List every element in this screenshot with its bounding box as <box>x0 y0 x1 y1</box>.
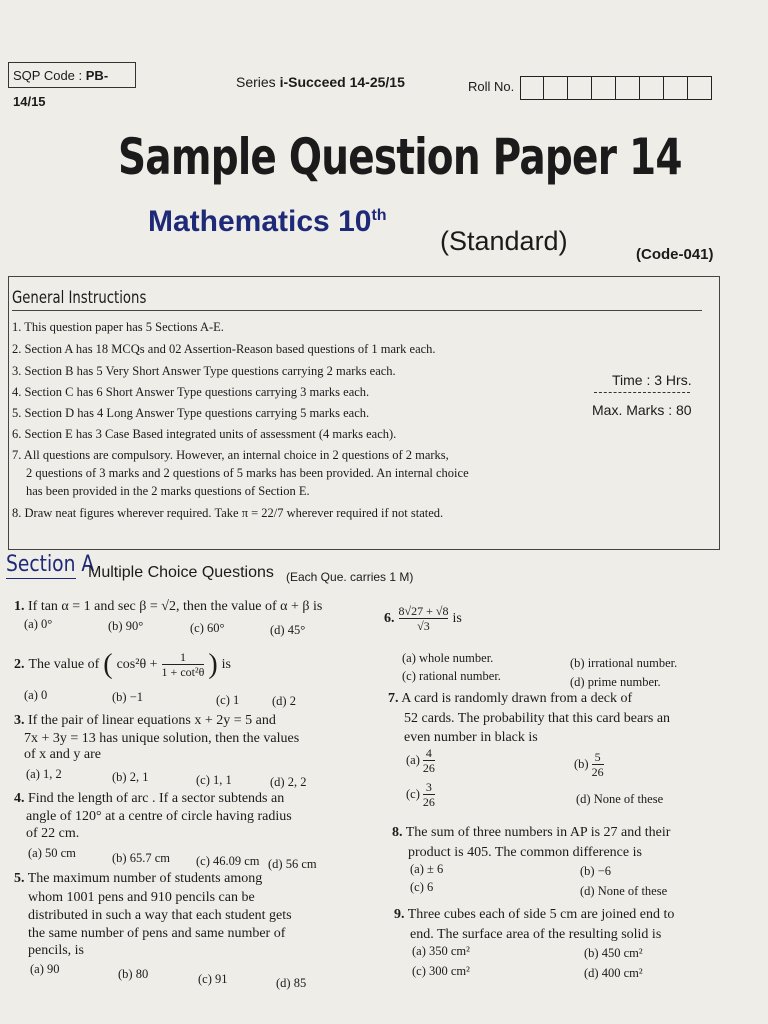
option-label: (c) <box>406 787 420 801</box>
option-d: (d) None of these <box>576 792 664 806</box>
option-c: (c) 46.09 cm <box>196 854 260 868</box>
question-line-2: 7x + 3y = 13 has unique solution, then the values <box>24 731 300 746</box>
max-marks-label: Max. Marks : 80 <box>592 402 692 418</box>
question-number: 5. <box>14 871 25 886</box>
option-a: (a) 350 cm² <box>412 944 470 958</box>
section-title: Multiple Choice Questions <box>88 564 274 581</box>
question-number: 4. <box>14 791 25 806</box>
fraction <box>399 604 449 633</box>
question-expr: cos²θ + <box>116 657 158 672</box>
fraction-numerator: 4 <box>425 746 432 760</box>
fraction-denominator: 26 <box>422 795 435 809</box>
instruction-line: 2 questions of 3 marks and 2 questions of 5 marks has been provided. An internal choice <box>26 466 469 480</box>
question-number: 7. <box>388 691 399 706</box>
option-d: (d) prime number. <box>570 675 661 689</box>
question-line-1: Find the length of arc . If a sector subtends an <box>28 791 285 806</box>
option-b: (b) 90° <box>108 619 144 633</box>
question-line-2: whom 1001 pens and 910 pencils can be <box>28 890 255 905</box>
option-d: (d) 56 cm <box>268 857 317 871</box>
section-underline <box>6 578 76 579</box>
roll-box <box>664 76 688 100</box>
instruction-line: 1. This question paper has 5 Sections A-E. <box>12 320 224 334</box>
roll-box <box>616 76 640 100</box>
option-b: (b) −1 <box>112 690 143 704</box>
question-8 <box>392 824 670 841</box>
question-text: If tan α = 1 and sec β = √2, then the value of α + β is <box>28 599 323 614</box>
option-b: (b) irrational number. <box>570 656 678 670</box>
option-a: (a) 0 <box>24 688 48 702</box>
roll-box <box>592 76 616 100</box>
option-label: (b) <box>574 757 589 771</box>
question-prefix: The value of <box>28 657 100 672</box>
roll-box <box>520 76 544 100</box>
fraction-numerator: 1 <box>179 650 186 664</box>
option-b: (b) 65.7 cm <box>112 851 170 865</box>
question-1 <box>14 598 322 615</box>
question-line-5: pencils, is <box>28 943 84 958</box>
time-marks-divider <box>594 392 690 393</box>
question-5 <box>14 870 262 887</box>
question-line-4: the same number of pens and same number of <box>28 926 286 941</box>
subject-title <box>148 205 387 239</box>
question-line-3: even number in black is <box>404 730 538 745</box>
option-d: (d) 2 <box>272 694 296 708</box>
section-name: Section A <box>6 552 95 577</box>
instruction-line: has been provided in the 2 marks questions of Section E. <box>26 484 310 498</box>
option-c: (c) rational number. <box>402 669 501 683</box>
option-a: (a) 0° <box>24 617 53 631</box>
fraction-numerator: 3 <box>425 780 432 794</box>
fraction <box>592 750 604 779</box>
option-c: (c) 1, 1 <box>196 773 232 787</box>
question-number: 6. <box>384 611 395 626</box>
question-number: 2. <box>14 657 25 672</box>
question-line-1: The sum of three numbers in AP is 27 and their <box>405 825 671 840</box>
instruction-line: 4. Section C has 6 Short Answer Type questions carrying 3 marks each. <box>12 385 370 399</box>
roll-box <box>640 76 664 100</box>
option-b: (b) 80 <box>118 967 149 981</box>
fraction-denominator: √3 <box>417 619 430 633</box>
option-c: (c) 60° <box>190 621 225 635</box>
roll-box <box>544 76 568 100</box>
roll-box <box>688 76 712 100</box>
option-a <box>406 746 435 775</box>
time-label: Time : 3 Hrs. <box>612 372 692 388</box>
option-c <box>406 780 435 809</box>
question-line-3: of 22 cm. <box>26 826 80 841</box>
question-number: 1. <box>14 599 25 614</box>
series-line <box>236 74 405 90</box>
fraction <box>162 650 205 679</box>
question-line-2: product is 405. The common difference is <box>408 845 642 860</box>
option-d: (d) 400 cm² <box>584 966 643 980</box>
subject-code: (Code-041) <box>636 246 714 263</box>
section-note: (Each Que. carries 1 M) <box>286 570 414 584</box>
question-line-1: The maximum number of students among <box>27 871 263 886</box>
option-a: (a) 50 cm <box>28 846 76 860</box>
option-b: (b) 450 cm² <box>584 946 643 960</box>
question-line-2: end. The surface area of the resulting solid is <box>410 927 662 942</box>
instruction-line: 5. Section D has 4 Long Answer Type questions carrying 5 marks each. <box>12 406 370 420</box>
standard-label: (Standard) <box>440 226 568 256</box>
fraction-denominator: 26 <box>591 765 604 779</box>
option-label: (a) <box>406 753 420 767</box>
fraction-denominator: 1 + cot²θ <box>161 665 205 679</box>
question-suffix: is <box>221 657 231 672</box>
option-c: (c) 300 cm² <box>412 964 470 978</box>
option-c: (c) 6 <box>410 880 434 894</box>
question-line-2: 52 cards. The probability that this card bears an <box>404 711 671 726</box>
instruction-line: 2. Section A has 18 MCQs and 02 Assertion-Reason based questions of 1 mark each. <box>12 342 436 356</box>
paren-open: ( <box>103 649 113 680</box>
series-value: i-Succeed 14-25/15 <box>279 74 405 90</box>
option-a: (a) whole number. <box>402 651 494 665</box>
question-line-1: A card is randomly drawn from a deck of <box>401 691 633 706</box>
question-4 <box>14 790 284 807</box>
subject-sup: th <box>371 207 387 224</box>
paren-close: ) <box>208 649 218 680</box>
instructions-divider <box>12 310 702 311</box>
option-b: (b) 2, 1 <box>112 770 149 784</box>
question-line-1: Three cubes each of side 5 cm are joined end to <box>407 907 675 922</box>
roll-number-boxes <box>520 76 712 100</box>
option-d: (d) 45° <box>270 623 306 637</box>
roll-box <box>568 76 592 100</box>
question-number: 9. <box>394 907 405 922</box>
instruction-line: 3. Section B has 5 Very Short Answer Type questions carrying 2 marks each. <box>12 364 396 378</box>
sqp-code-label: SQP Code : <box>13 68 83 83</box>
roll-label: Roll No. <box>468 79 515 94</box>
question-number: 3. <box>14 713 25 728</box>
option-d: (d) 85 <box>276 976 307 990</box>
option-c: (c) 1 <box>216 693 240 707</box>
option-a: (a) 1, 2 <box>26 767 62 781</box>
option-b: (b) −6 <box>580 864 611 878</box>
fraction-denominator: 26 <box>422 761 435 775</box>
instruction-line: 7. All questions are compulsory. However, an internal choice in 2 questions of 2 marks, <box>12 448 449 462</box>
question-7 <box>388 690 632 707</box>
question-2 <box>14 650 231 679</box>
option-b <box>574 750 604 779</box>
option-d: (d) None of these <box>580 884 668 898</box>
option-c: (c) 91 <box>198 972 228 986</box>
fraction <box>423 746 435 775</box>
question-line-3: of x and y are <box>24 747 101 762</box>
fraction <box>423 780 435 809</box>
sqp-code-value: PB-14/15 <box>13 68 109 109</box>
page-title: Sample Question Paper 14 <box>118 128 682 186</box>
question-suffix: is <box>452 611 462 626</box>
question-line-2: angle of 120° at a centre of circle having radius <box>26 809 292 824</box>
question-number: 8. <box>392 825 403 840</box>
option-d: (d) 2, 2 <box>270 775 307 789</box>
sqp-code-box <box>8 62 136 109</box>
fraction-numerator: 8√27 + √8 <box>398 604 449 618</box>
fraction-numerator: 5 <box>594 750 601 764</box>
question-6 <box>384 604 462 633</box>
question-3 <box>14 712 276 729</box>
subject-name: Mathematics 10 <box>148 205 372 238</box>
question-9 <box>394 906 674 923</box>
instruction-line: 6. Section E has 3 Case Based integrated units of assessment (4 marks each). <box>12 427 397 441</box>
question-line-1: If the pair of linear equations x + 2y = 5 and <box>28 713 276 728</box>
question-line-3: distributed in such a way that each student gets <box>28 908 292 923</box>
instruction-line: 8. Draw neat figures wherever required. Take π = 22/7 wherever required if not stated. <box>12 506 444 520</box>
instructions-heading: General Instructions <box>12 288 147 308</box>
series-prefix: Series <box>236 74 276 90</box>
option-a: (a) 90 <box>30 962 60 976</box>
option-a: (a) ± 6 <box>410 862 444 876</box>
